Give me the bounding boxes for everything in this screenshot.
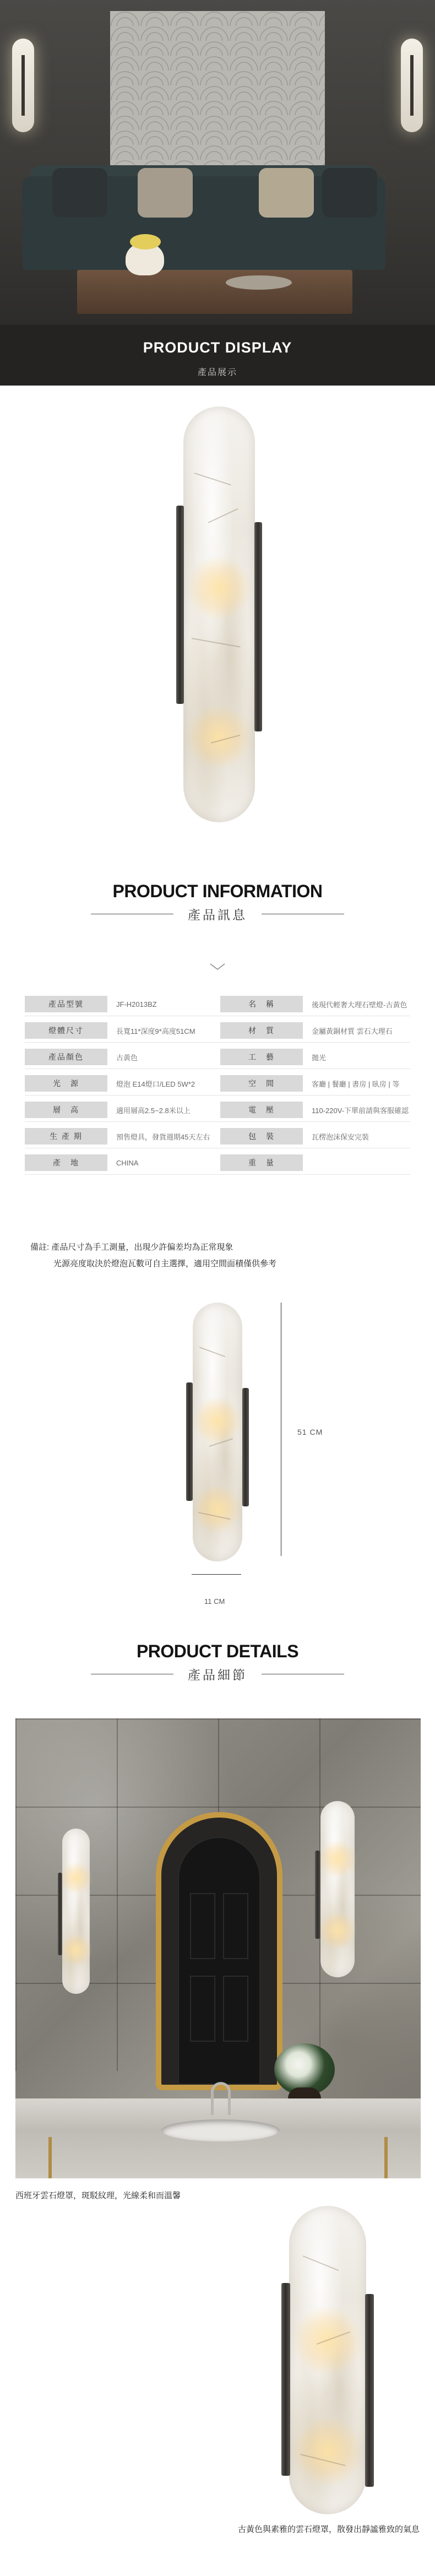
spec-label: 層 高 (25, 1102, 107, 1118)
spec-row (25, 1150, 410, 1176)
spec-row (25, 1018, 410, 1044)
chevron-down-icon (209, 963, 226, 970)
flowers (130, 234, 161, 250)
details-title: PRODUCT DETAILS (136, 1641, 299, 1661)
spec-label: 電 壓 (220, 1102, 303, 1118)
spec-divider (25, 1121, 410, 1122)
spec-divider (25, 1174, 410, 1175)
faucet (211, 2082, 231, 2115)
pillow (259, 168, 314, 218)
display-subtitle: 產品展示 (197, 368, 237, 377)
black-door (178, 1837, 260, 2085)
spec-value: 瓦楞泡沫保安完裝 (312, 1132, 369, 1141)
spec-value: 客廳 | 餐廳 | 書房 | 臥房 | 等 (312, 1080, 400, 1088)
spec-value: 長寬11*深度9*高度51CM (116, 1027, 195, 1035)
detail-caption: 古黃色與素雅的雲石燈罩，散發出靜謐雅致的氣息 (237, 2525, 420, 2534)
spec-label: 材 質 (220, 1022, 303, 1039)
spec-value (303, 1154, 312, 1171)
spec-value: 預售燈具，發貨週期45天左右 (116, 1132, 210, 1141)
info-title: PRODUCT INFORMATION (112, 881, 323, 901)
spec-row (25, 991, 410, 1018)
dimension-lamp-image (184, 1303, 251, 1561)
hero-lamp-image (175, 406, 263, 822)
spec-value: 後現代輕奢大理石壁燈-古黃色 (312, 1000, 407, 1009)
height-dimension-label: 51 CM (297, 1428, 323, 1436)
bathroom-scene-photo (15, 1718, 421, 2178)
product-display-section (0, 0, 435, 386)
spec-row (25, 1097, 410, 1124)
spec-value: CHINA (116, 1158, 139, 1167)
spec-row (25, 1071, 410, 1097)
info-subtitle: 產品訊息 (188, 908, 247, 922)
spec-value: 古黃色 (116, 1053, 138, 1062)
spec-value: 適用層高2.5~2.8米以上 (116, 1106, 191, 1115)
pillow (52, 168, 107, 218)
vanity-leg (48, 2137, 52, 2178)
spec-label: 產品顏色 (25, 1049, 107, 1065)
spec-value: 110-220V-下單前請與客服確認 (312, 1106, 409, 1115)
details-heading (0, 1641, 435, 1683)
spec-value: JF-H2013BZ (116, 1000, 157, 1008)
spec-label: 包 裝 (220, 1128, 303, 1145)
details-subtitle: 產品細節 (188, 1668, 247, 1682)
spec-label: 光 源 (25, 1075, 107, 1092)
spec-row (25, 1124, 410, 1150)
width-dimension-label: 11 CM (204, 1597, 225, 1606)
spec-value: 金屬黃銅材質 雲石大理石 (312, 1027, 393, 1035)
wall-sconce-left (12, 39, 34, 132)
spec-divider (25, 1095, 410, 1096)
spec-label: 產 地 (25, 1154, 107, 1171)
scene-lamp-right (313, 1801, 362, 1977)
note-line: 備註: 產品尺寸為手工測量，出現少許偏差均為正常現象 (30, 1243, 233, 1252)
display-title: PRODUCT DISPLAY (143, 339, 292, 356)
display-banner (0, 325, 435, 386)
spec-table (25, 991, 410, 1176)
spec-label: 產品型號 (25, 996, 107, 1012)
scene-lamp-left (57, 1829, 95, 1994)
closeup-lamp-image (278, 2206, 377, 2514)
spec-note (30, 1239, 276, 1272)
spec-label: 重 量 (220, 1154, 303, 1171)
wall-sconce-right (401, 39, 423, 132)
spec-divider (25, 1042, 410, 1043)
note-line: 光源亮度取決於燈泡瓦數可自主選擇，適用空間面積僅供參考 (53, 1259, 277, 1268)
spec-row (25, 1044, 410, 1071)
spec-label: 燈體尺寸 (25, 1022, 107, 1039)
coffee-table (77, 270, 352, 314)
pillow (138, 168, 193, 218)
info-heading (0, 881, 435, 923)
decor-plate (226, 275, 292, 290)
spec-label: 生 產 期 (25, 1128, 107, 1145)
spec-label: 名 稱 (220, 996, 303, 1012)
spec-value: 燈泡 E14燈口/LED 5W*2 (116, 1080, 195, 1088)
spec-label: 空 間 (220, 1075, 303, 1092)
spec-value: 拋光 (312, 1053, 327, 1062)
vanity-leg (384, 2137, 388, 2178)
spec-label: 工 藝 (220, 1049, 303, 1065)
pillow (322, 168, 377, 218)
sink-basin (161, 2119, 280, 2141)
detail-caption: 西班牙雲石燈罩，斑駁紋理，光線柔和而溫馨 (15, 2191, 181, 2200)
width-dimension-line (192, 1574, 241, 1575)
